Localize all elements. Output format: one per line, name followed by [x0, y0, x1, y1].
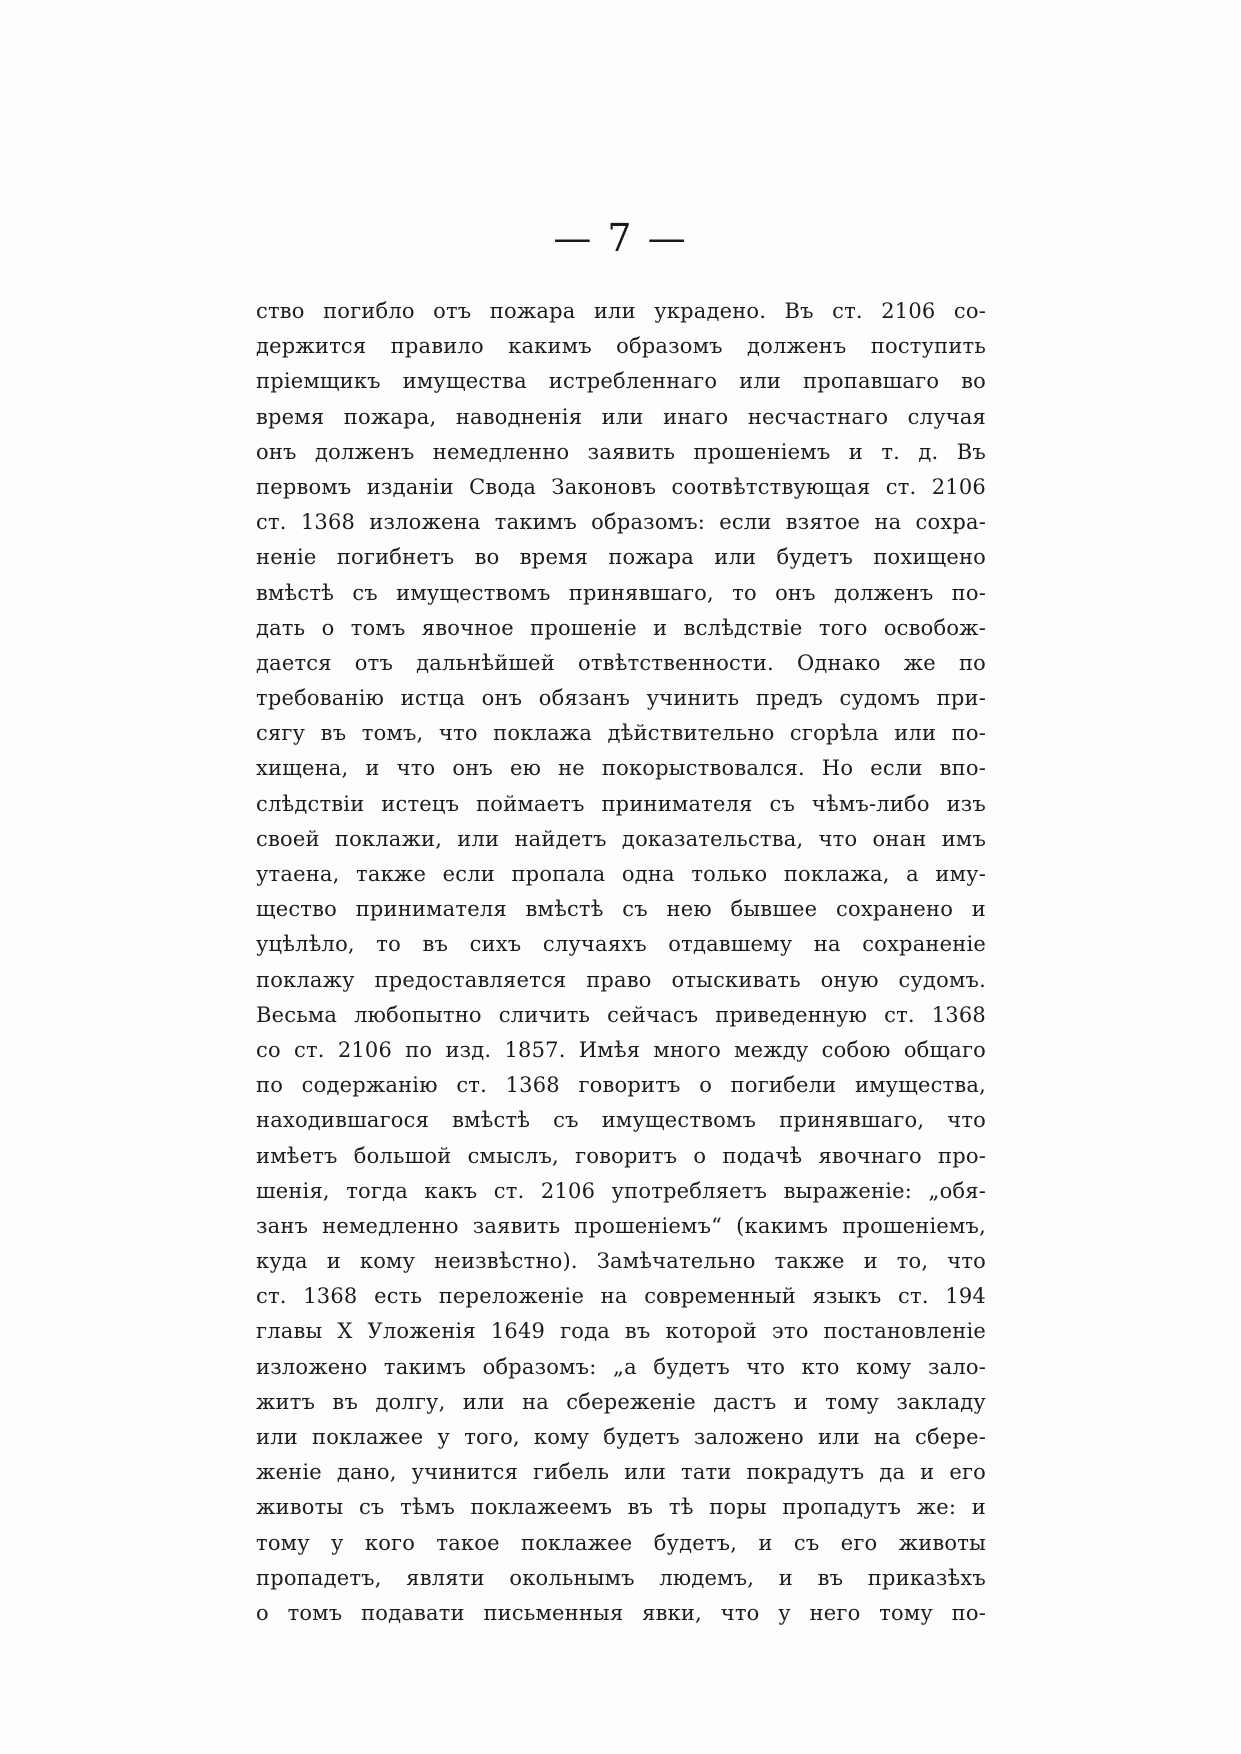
text-line: хищена, и что онъ ею не покорыствовался. Но если впо- — [256, 756, 986, 781]
text-line: держится правило какимъ образомъ долженъ поступить — [256, 334, 986, 359]
text-line: изложено такимъ образомъ: „а будетъ что кто кому зало- — [256, 1354, 986, 1379]
text-line: утаена, также если пропала одна только поклажа, а иму- — [256, 862, 986, 886]
text-line: животы съ тѣмъ поклажеемъ въ тѣ поры пропадутъ же: и — [256, 1495, 986, 1520]
text-line: поклажу предоставляется право отыскивать оную судомъ. — [256, 967, 986, 992]
text-line: дается отъ дальнѣйшей отвѣтственности. Однако же по — [256, 650, 986, 675]
text-line: вмѣстѣ съ имуществомъ принявшаго, то онъ долженъ по- — [256, 580, 986, 605]
text-line: слѣдствіи истецъ поймаетъ принимателя съ чѣмъ-либо изъ — [256, 791, 986, 816]
text-line: онъ долженъ немедленно заявить прошеніемъ и т. д. Въ — [256, 439, 986, 464]
text-line: имѣетъ большой смыслъ, говоритъ о подачѣ явочнаго про- — [256, 1143, 986, 1168]
text-line: время пожара, наводненія или инаго несчастнаго случая — [256, 404, 986, 429]
text-line: щество принимателя вмѣстѣ съ нею бывшее сохранено и — [256, 897, 986, 922]
text-line: своей поклажи, или найдетъ доказательства, что онан имъ — [256, 826, 986, 851]
text-line: дать о томъ явочное прошеніе и вслѣдствіе того освобож- — [256, 615, 986, 640]
text-line: шенія, тогда какъ ст. 2106 употребляетъ выраженіе: „обя- — [256, 1178, 986, 1203]
text-line: ст. 1368 изложена такимъ образомъ: если взятое на сохра- — [256, 510, 986, 535]
text-line: неніе погибнетъ во время пожара или будетъ похищено — [256, 545, 986, 570]
text-line: уцѣлѣло, то въ сихъ случаяхъ отдавшему на сохраненіе — [256, 932, 986, 957]
text-line: занъ немедленно заявить прошеніемъ“ (какимъ прошеніемъ, — [256, 1213, 986, 1238]
text-line: первомъ изданіи Свода Законовъ соотвѣтствующая ст. 2106 — [256, 474, 986, 499]
text-line: женіе дано, учинится гибель или тати покрадутъ да и его — [256, 1460, 986, 1485]
text-line: требованію истца онъ обязанъ учинить предъ судомъ при- — [256, 686, 986, 711]
text-line: сягу въ томъ, что поклажа дѣйствительно сгорѣла или по- — [256, 721, 986, 746]
text-line: ство погибло отъ пожара или украдено. Въ ст. 2106 со- — [256, 299, 986, 323]
text-line: куда и кому неизвѣстно). Замѣчательно также и то, что — [256, 1249, 986, 1274]
text-line: тому у кого такое поклажее будетъ, и съ его животы — [256, 1530, 986, 1555]
text-line: о томъ подавати письменныя явки, что у него тому по- — [256, 1600, 986, 1625]
text-line: пропадетъ, являти окольнымъ людемъ, и въ приказѣхъ — [256, 1565, 986, 1590]
text-line: ст. 1368 есть переложеніе на современный языкъ ст. 194 — [256, 1284, 986, 1309]
text-line: житъ въ долгу, или на сбереженіе дастъ и тому закладу — [256, 1389, 986, 1414]
page-number: — 7 — — [553, 216, 688, 260]
text-line: главы X Уложенія 1649 года въ которой это постановленіе — [256, 1319, 986, 1344]
text-line: или поклажее у того, кому будетъ заложено или на сбере- — [256, 1425, 986, 1449]
text-line: пріемщикъ имущества истребленнаго или пропавшаго во — [256, 369, 986, 394]
text-line: со ст. 2106 по изд. 1857. Имѣя много между собою общаго — [256, 1037, 986, 1062]
text-line: находившагося вмѣстѣ съ имуществомъ принявшаго, что — [256, 1108, 986, 1133]
text-line: Весьма любопытно сличить сейчасъ приведенную ст. 1368 — [256, 1002, 986, 1027]
body-text — [256, 294, 986, 1631]
text-line: по содержанію ст. 1368 говоритъ о погибели имущества, — [256, 1073, 986, 1098]
